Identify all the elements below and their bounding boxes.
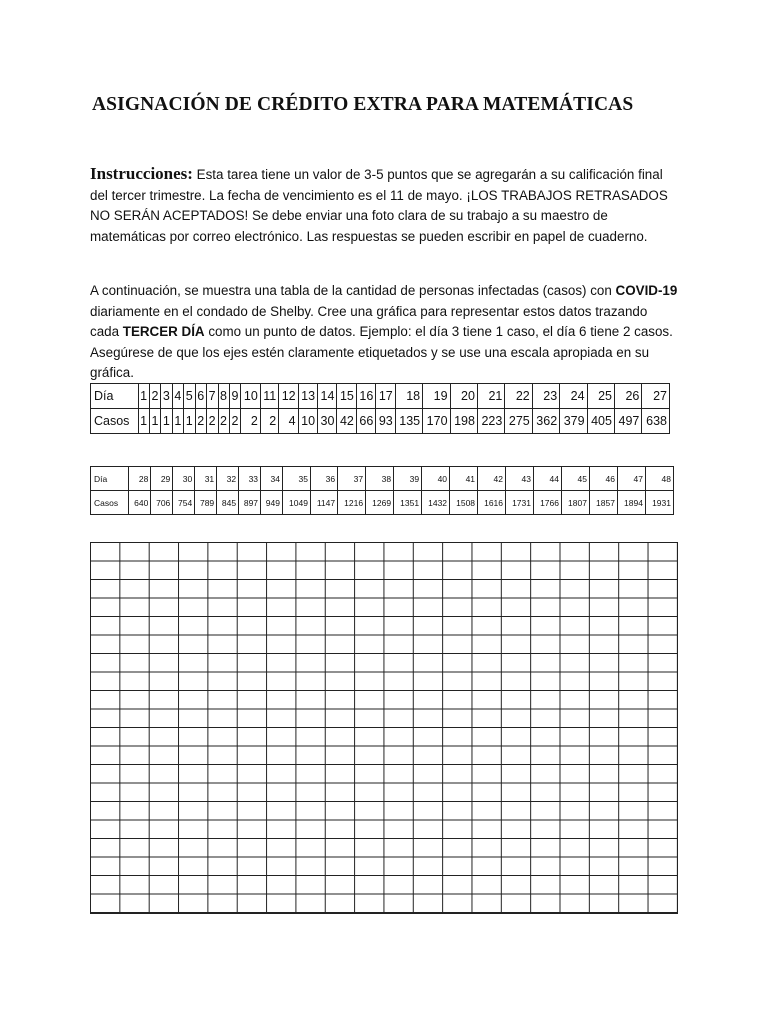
day-cell: 47 [617,467,645,491]
description-text-3: como un punto de datos. Ejemplo: el día 3 tiene 1 caso, el día 6 tiene 2 casos. Asegúrese de que los ejes estén claramente etiquetados y se use una escala apropiada en su gráfica. [90,324,673,380]
cases-cell: 1 [150,409,161,434]
day-cell: 39 [394,467,422,491]
day-cell: 31 [195,467,217,491]
cases-cell: 2 [260,409,278,434]
cases-cell: 2 [195,409,206,434]
instructions-lead: Instrucciones: [90,164,193,183]
cases-cell: 1616 [478,491,506,515]
cases-cell: 1351 [394,491,422,515]
cases-cell: 42 [337,409,356,434]
cases-cell: 1766 [534,491,562,515]
day-cell: 12 [279,384,298,409]
cases-cell: 497 [614,409,641,434]
day-cell: 6 [195,384,206,409]
cases-cell: 1731 [506,491,534,515]
graph-paper-grid [90,542,678,914]
day-cell: 34 [261,467,283,491]
day-cell: 27 [642,384,670,409]
cases-cell: 4 [279,409,298,434]
row-label-dia: Día [91,384,139,409]
cases-cell: 223 [477,409,504,434]
table-row-cases [91,409,670,434]
day-cell: 9 [229,384,240,409]
cases-cell: 1 [138,409,149,434]
day-cell: 45 [561,467,589,491]
cases-cell: 1216 [338,491,366,515]
cases-cell: 1 [172,409,183,434]
cases-cell: 1894 [617,491,645,515]
row-label-dia: Día [91,467,129,491]
table-row-days [91,384,670,409]
cases-cell: 93 [376,409,395,434]
description-bold-1: COVID-19 [615,283,678,298]
day-cell: 29 [151,467,173,491]
cases-cell: 1432 [422,491,450,515]
cases-cell: 2 [218,409,229,434]
day-cell: 26 [614,384,641,409]
day-cell: 32 [217,467,239,491]
day-cell: 21 [477,384,504,409]
day-cell: 10 [241,384,260,409]
day-cell: 44 [534,467,562,491]
day-cell: 36 [310,467,337,491]
cases-cell: 845 [217,491,239,515]
day-cell: 22 [505,384,532,409]
day-cell: 35 [282,467,310,491]
day-cell: 19 [423,384,450,409]
table-row-cases [91,491,674,515]
day-cell: 37 [338,467,366,491]
day-cell: 7 [207,384,218,409]
cases-cell: 1 [161,409,172,434]
table-row-days [91,467,674,491]
cases-cell: 1807 [561,491,589,515]
day-cell: 8 [218,384,229,409]
day-cell: 3 [161,384,172,409]
cases-cell: 362 [532,409,559,434]
cases-cell: 706 [151,491,173,515]
day-cell: 43 [506,467,534,491]
row-label-casos: Casos [91,491,129,515]
cases-cell: 2 [229,409,240,434]
day-cell: 15 [337,384,356,409]
cases-cell: 30 [318,409,337,434]
cases-cell: 1049 [282,491,310,515]
day-cell: 2 [150,384,161,409]
day-cell: 25 [587,384,614,409]
cases-cell: 1508 [450,491,478,515]
day-cell: 33 [239,467,261,491]
day-cell: 4 [172,384,183,409]
cases-cell: 170 [423,409,450,434]
cases-cell: 1931 [645,491,673,515]
day-cell: 1 [138,384,149,409]
day-cell: 14 [318,384,337,409]
cases-cell: 135 [395,409,422,434]
cases-cell: 789 [195,491,217,515]
day-cell: 20 [450,384,477,409]
day-cell: 46 [589,467,617,491]
cases-cell: 379 [560,409,587,434]
day-cell: 23 [532,384,559,409]
day-cell: 42 [478,467,506,491]
day-cell: 41 [450,467,478,491]
description-bold-2: TERCER DÍA [122,324,205,339]
day-cell: 40 [422,467,450,491]
row-label-casos: Casos [91,409,139,434]
instructions-text: Esta tarea tiene un valor de 3-5 puntos que se agregarán a su calificación final del tercer trimestre. La fecha de vencimiento es el 11 de mayo. ¡LOS TRABAJOS RETRASADOS NO SERÁN ACEPTADOS! Se debe enviar una foto clara de su trabajo a su maestro de matemáticas por correo electrónico. Las respuestas se pueden escribir en papel de cuaderno. [90,167,668,244]
cases-cell: 897 [239,491,261,515]
cases-cell: 198 [450,409,477,434]
cases-cell: 949 [261,491,283,515]
day-cell: 18 [395,384,422,409]
cases-table-days-1-27 [90,383,670,434]
page-title: ASIGNACIÓN DE CRÉDITO EXTRA PARA MATEMÁTICAS [92,94,634,115]
day-cell: 48 [645,467,673,491]
cases-cell: 2 [241,409,260,434]
cases-cell: 1147 [310,491,337,515]
day-cell: 16 [356,384,375,409]
description-paragraph [90,281,680,384]
day-cell: 28 [129,467,151,491]
cases-cell: 405 [587,409,614,434]
day-cell: 13 [298,384,317,409]
instructions-paragraph [90,164,680,247]
description-text-1: A continuación, se muestra una tabla de la cantidad de personas infectadas (casos) con [90,283,616,298]
cases-cell: 1857 [589,491,617,515]
day-cell: 38 [366,467,394,491]
day-cell: 5 [184,384,195,409]
cases-cell: 275 [505,409,532,434]
cases-cell: 2 [207,409,218,434]
cases-table-days-28-48 [90,466,674,515]
day-cell: 30 [173,467,195,491]
cases-cell: 640 [129,491,151,515]
cases-cell: 754 [173,491,195,515]
cases-cell: 66 [356,409,375,434]
day-cell: 11 [260,384,278,409]
description-text-2: diariamente en el condado de Shelby. Cree una gráfica para representar estos datos trazando cada [90,303,648,339]
cases-cell: 1 [184,409,195,434]
cases-cell: 1269 [366,491,394,515]
cases-cell: 638 [642,409,670,434]
cases-cell: 10 [298,409,317,434]
day-cell: 24 [560,384,587,409]
day-cell: 17 [376,384,395,409]
